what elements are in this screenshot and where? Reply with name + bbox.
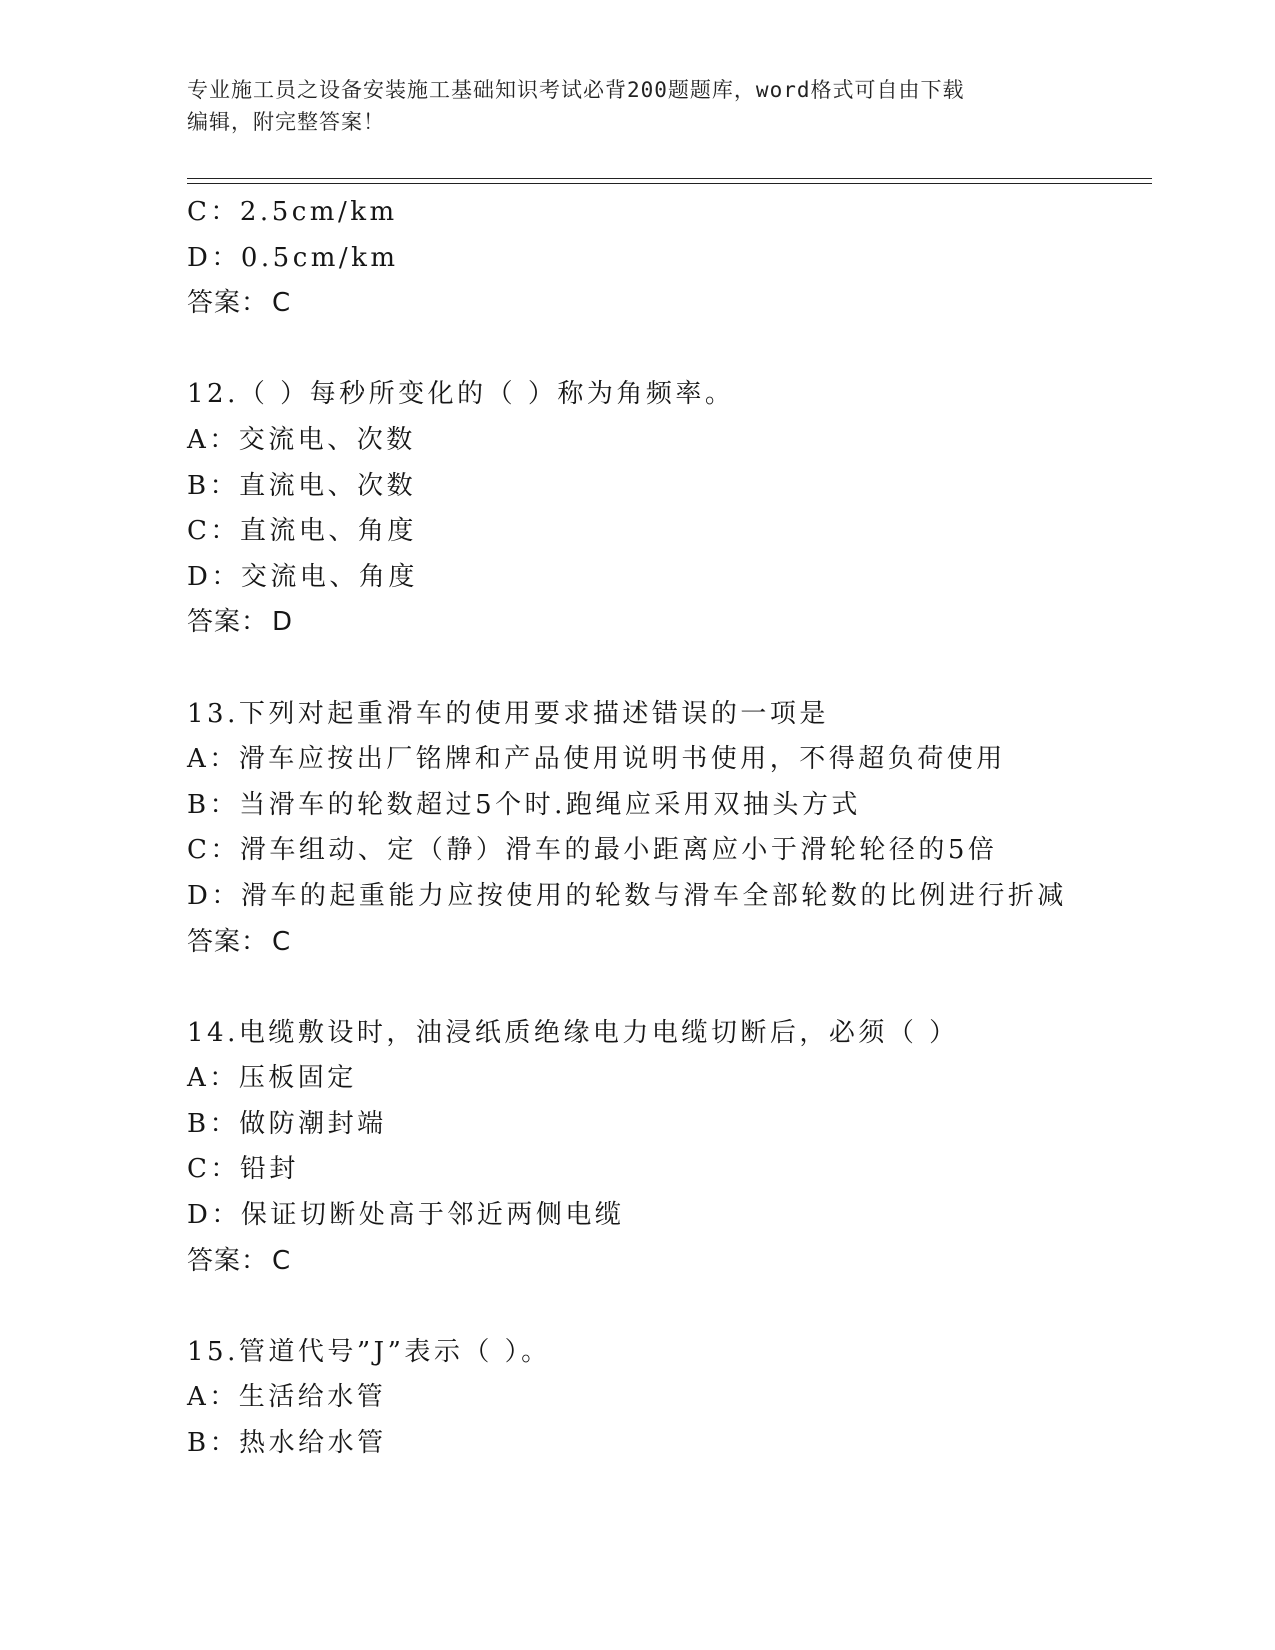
header-divider-bottom — [187, 183, 1152, 184]
spacer — [187, 327, 1147, 373]
question-stem: 13.下列对起重滑车的使用要求描述错误的一项是 — [187, 698, 829, 729]
option-c: C：滑车组动、定（静）滑车的最小距离应小于滑轮轮径的5倍 — [187, 835, 998, 866]
answer-label: 答案： — [187, 926, 269, 957]
answer-line — [187, 281, 1147, 327]
question-stem: 12.（ ）每秒所变化的（ ）称为角频率。 — [187, 379, 735, 410]
answer-value: C — [272, 1245, 292, 1276]
answer-value: C — [272, 926, 292, 957]
header-title-line-2: 编辑，附完整答案！ — [187, 110, 385, 134]
option-b: B：直流电、次数 — [187, 470, 417, 501]
option-d: D：保证切断处高于邻近两侧电缆 — [187, 1200, 625, 1231]
spacer — [187, 965, 1147, 1011]
question-list — [187, 190, 1147, 1467]
answer-value: D — [272, 607, 294, 638]
question-stem: 14.电缆敷设时，油浸纸质绝缘电力电缆切断后，必须（ ） — [187, 1017, 959, 1048]
option-b: B：热水给水管 — [187, 1428, 387, 1459]
question-14 — [187, 1011, 1147, 1285]
option-a: A：滑车应按出厂铭牌和产品使用说明书使用，不得超负荷使用 — [187, 744, 1006, 775]
option-c: C：2.5cm/km — [187, 197, 398, 227]
question-15 — [187, 1330, 1147, 1467]
option-a: A：交流电、次数 — [187, 424, 416, 455]
document-header — [187, 74, 1087, 138]
option-a: A：压板固定 — [187, 1063, 357, 1094]
answer-value: C — [272, 288, 292, 319]
spacer — [187, 646, 1147, 692]
answer-line — [187, 920, 1147, 966]
option-d: D：滑车的起重能力应按使用的轮数与滑车全部轮数的比例进行折减 — [187, 880, 1067, 911]
option-b: B：做防潮封端 — [187, 1108, 387, 1139]
question-11-fragment — [187, 190, 1147, 327]
spacer — [187, 1284, 1147, 1330]
option-c: C：铅封 — [187, 1154, 299, 1185]
answer-line — [187, 600, 1147, 646]
option-a: A：生活给水管 — [187, 1382, 387, 1413]
answer-line — [187, 1239, 1147, 1285]
question-13 — [187, 692, 1147, 966]
answer-label: 答案： — [187, 288, 269, 319]
option-c: C：直流电、角度 — [187, 516, 417, 547]
header-divider-top — [187, 178, 1152, 179]
option-d: D：0.5cm/km — [187, 242, 399, 273]
option-d: D：交流电、角度 — [187, 561, 418, 592]
question-12 — [187, 372, 1147, 646]
answer-label: 答案： — [187, 607, 269, 638]
answer-label: 答案： — [187, 1245, 269, 1276]
question-stem: 15.管道代号”J”表示（ ）。 — [187, 1336, 551, 1367]
option-b: B：当滑车的轮数超过5个时.跑绳应采用双抽头方式 — [187, 789, 861, 820]
header-title-line-1: 专业施工员之设备安装施工基础知识考试必背200题题库，word格式可自由下载 — [187, 78, 965, 102]
